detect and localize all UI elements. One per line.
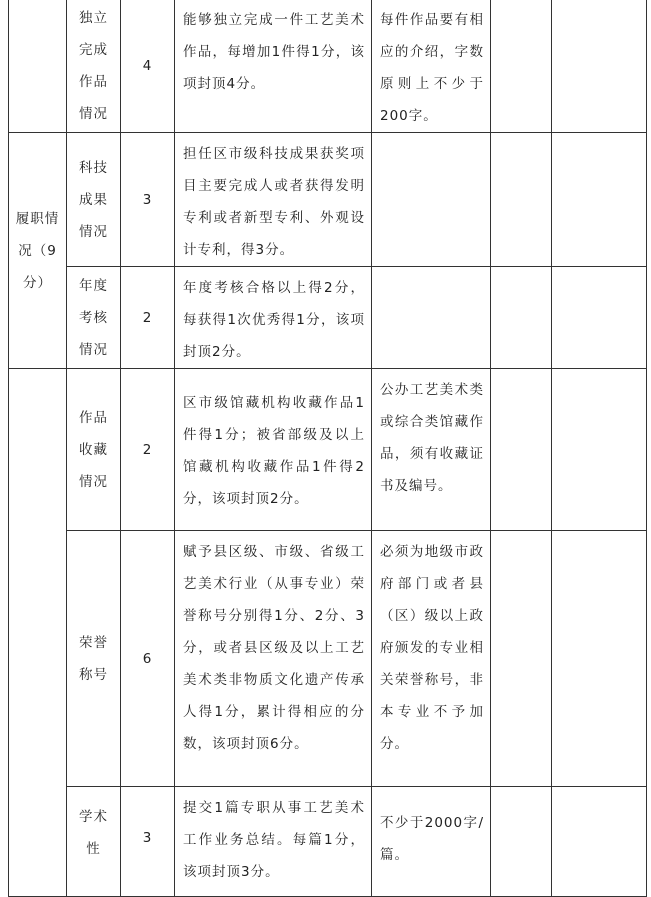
table-row <box>9 0 647 133</box>
criteria-cell: 赋予县区级、市级、省级工艺美术行业（从事专业）荣誉称号分别得1分、2分、3分，或者县区级及以上工艺美术类非物质文化遗产传承人得1分，累计得相应的分数，该项封顶6分。 <box>175 531 372 787</box>
item-cell: 作品收藏情况 <box>67 369 121 531</box>
criteria-cell: 区市级馆藏机构收藏作品1件得1分；被省部级及以上馆藏机构收藏作品1件得2分，该项封顶2分。 <box>175 369 372 531</box>
blank-cell <box>491 531 552 787</box>
note-cell <box>372 267 491 369</box>
blank-cell <box>491 133 552 267</box>
table-row <box>9 369 647 531</box>
note-cell: 必须为地级市政府部门或者县（区）级以上政府颁发的专业相关荣誉称号，非本专业不予加分。 <box>372 531 491 787</box>
score-cell: 3 <box>121 787 175 897</box>
category-cell-empty <box>9 369 67 897</box>
blank-cell <box>491 0 552 133</box>
blank-cell <box>552 787 647 897</box>
score-cell: 4 <box>121 0 175 133</box>
blank-cell <box>552 133 647 267</box>
score-cell: 2 <box>121 369 175 531</box>
blank-cell <box>552 369 647 531</box>
table-row <box>9 531 647 787</box>
blank-cell <box>552 0 647 133</box>
item-cell: 学术性 <box>67 787 121 897</box>
criteria-cell: 担任区市级科技成果获奖项目主要完成人或者获得发明专利或者新型专利、外观设计专利，得3分。 <box>175 133 372 267</box>
criteria-cell: 年度考核合格以上得2分，每获得1次优秀得1分，该项封顶2分。 <box>175 267 372 369</box>
score-cell: 3 <box>121 133 175 267</box>
score-cell: 2 <box>121 267 175 369</box>
blank-cell <box>491 369 552 531</box>
item-cell: 科技成果情况 <box>67 133 121 267</box>
note-cell: 不少于2000字/篇。 <box>372 787 491 897</box>
blank-cell <box>552 531 647 787</box>
table-row <box>9 267 647 369</box>
note-cell: 每件作品要有相应的介绍，字数原则上不少于200字。 <box>372 0 491 133</box>
note-cell <box>372 133 491 267</box>
category-cell: 履职情况（9分） <box>9 133 67 369</box>
blank-cell <box>552 267 647 369</box>
criteria-cell: 能够独立完成一件工艺美术作品，每增加1件得1分，该项封顶4分。 <box>175 0 372 133</box>
blank-cell <box>491 267 552 369</box>
table-row <box>9 787 647 897</box>
table-row <box>9 133 647 267</box>
scoring-table <box>8 0 647 897</box>
item-cell: 独立完成作品情况 <box>67 0 121 133</box>
note-cell: 公办工艺美术类或综合类馆藏作品，须有收藏证书及编号。 <box>372 369 491 531</box>
score-cell: 6 <box>121 531 175 787</box>
category-cell-empty <box>9 0 67 133</box>
criteria-cell: 提交1篇专职从事工艺美术工作业务总结。每篇1分，该项封顶3分。 <box>175 787 372 897</box>
item-cell: 年度考核情况 <box>67 267 121 369</box>
item-cell: 荣誉称号 <box>67 531 121 787</box>
blank-cell <box>491 787 552 897</box>
